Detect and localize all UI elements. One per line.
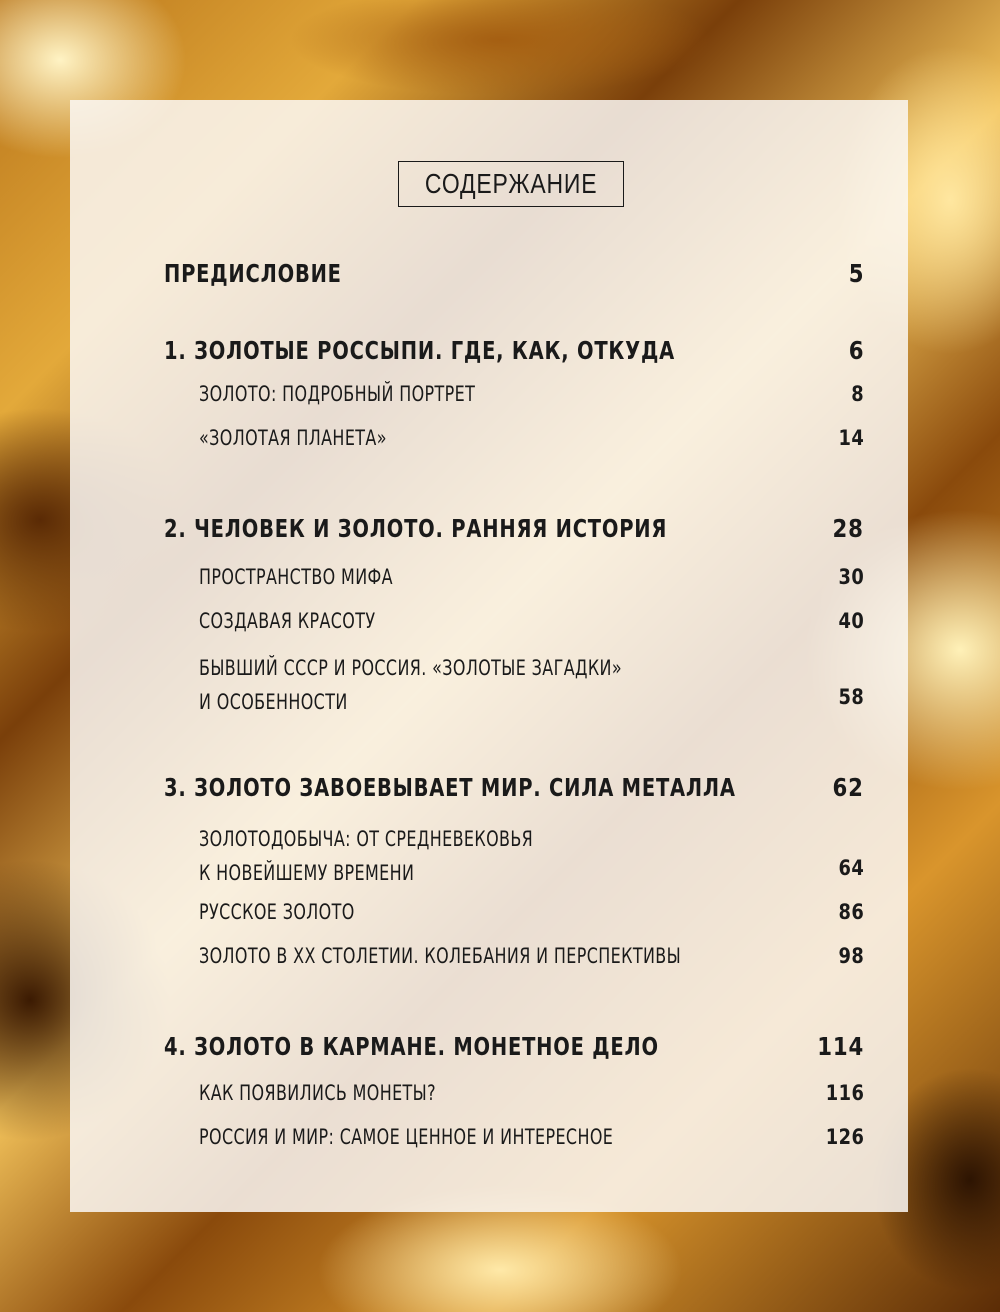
toc-entry-page: 98 [838, 944, 864, 968]
toc-entry-page: 126 [825, 1125, 864, 1149]
toc-entry-page: 58 [838, 685, 864, 709]
toc-entry-page: 30 [838, 565, 864, 589]
toc-entry-page: 40 [838, 609, 864, 633]
toc-entry-title: РОССИЯ И МИР: САМОЕ ЦЕННОЕ И ИНТЕРЕСНОЕ [199, 1125, 614, 1149]
toc-entry-title: 1. ЗОЛОТЫЕ РОССЫПИ. ГДЕ, КАК, ОТКУДА [164, 336, 675, 365]
toc-entry-page: 28 [832, 514, 864, 543]
toc-entry-page: 8 [851, 382, 864, 406]
toc-entry-page: 6 [848, 336, 864, 365]
toc-entry-title-line: БЫВШИЙ СССР И РОССИЯ. «ЗОЛОТЫЕ ЗАГАДКИ» [199, 656, 623, 680]
toc-entry-title [199, 651, 622, 719]
toc-entry-title: ЗОЛОТО В XX СТОЛЕТИИ. КОЛЕБАНИЯ И ПЕРСПЕКТИВЫ [199, 944, 682, 968]
toc-entry-page: 86 [838, 900, 864, 924]
toc-entry-title-line: ЗОЛОТОДОБЫЧА: ОТ СРЕДНЕВЕКОВЬЯ [199, 827, 534, 851]
toc-entry-page: 114 [817, 1032, 864, 1061]
toc-entry-title: 2. ЧЕЛОВЕК И ЗОЛОТО. РАННЯЯ ИСТОРИЯ [164, 514, 668, 543]
toc-entry-title: КАК ПОЯВИЛИСЬ МОНЕТЫ? [199, 1081, 437, 1105]
toc-entry-page: 116 [825, 1081, 864, 1105]
toc-entry-title: ПРОСТРАНСТВО МИФА [199, 565, 393, 589]
toc-entry-title: 3. ЗОЛОТО ЗАВОЕВЫВАЕТ МИР. СИЛА МЕТАЛЛА [164, 773, 736, 802]
toc-entry-title: «ЗОЛОТАЯ ПЛАНЕТА» [199, 426, 387, 450]
toc-entry-title: СОЗДАВАЯ КРАСОТУ [199, 609, 376, 633]
toc-entry-title: ЗОЛОТО: ПОДРОБНЫЙ ПОРТРЕТ [199, 382, 476, 406]
toc-entry-title: РУССКОЕ ЗОЛОТО [199, 900, 355, 924]
toc-entry-page: 64 [838, 856, 864, 880]
toc-entry-title-line: К НОВЕЙШЕМУ ВРЕМЕНИ [199, 861, 415, 885]
toc-entry-title: 4. ЗОЛОТО В КАРМАНЕ. МОНЕТНОЕ ДЕЛО [164, 1032, 659, 1061]
toc-entry-page: 62 [832, 773, 864, 802]
toc-entry-title [199, 822, 533, 890]
contents-heading: СОДЕРЖАНИЕ [424, 168, 598, 199]
toc-entry-page: 5 [848, 259, 864, 288]
contents-heading-box [398, 161, 624, 207]
toc-entry-title-line: И ОСОБЕННОСТИ [199, 690, 348, 714]
toc-entry-title: ПРЕДИСЛОВИЕ [164, 259, 342, 288]
toc-entry-page: 14 [838, 426, 864, 450]
